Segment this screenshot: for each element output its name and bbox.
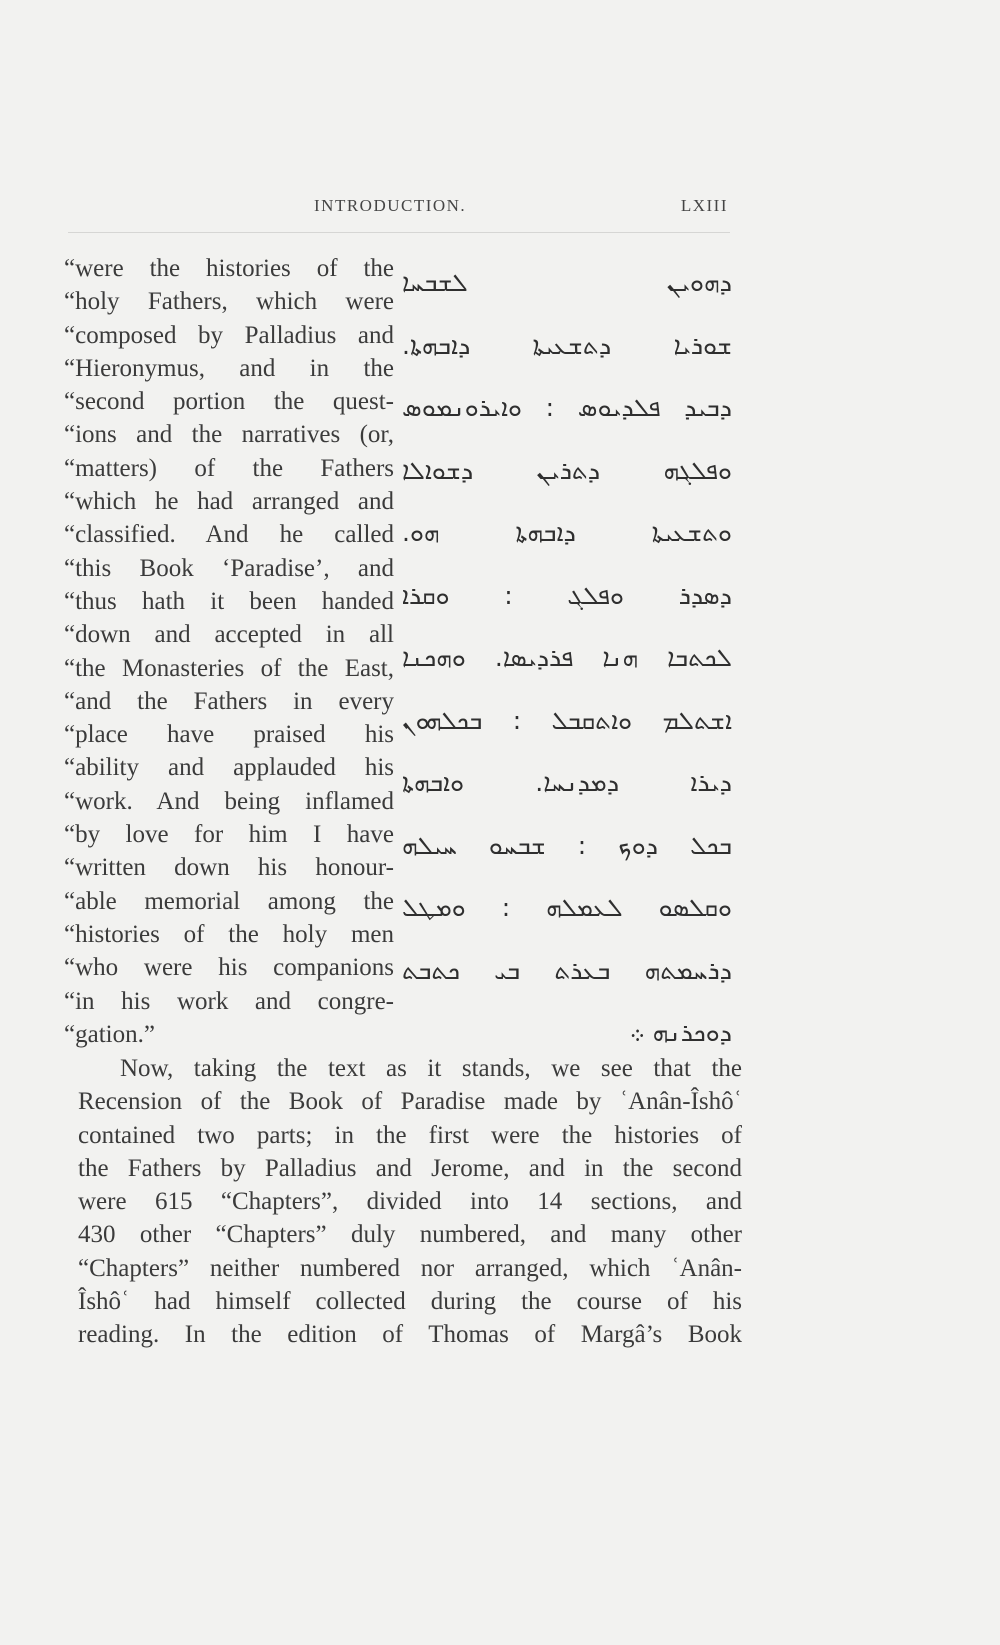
english-translation-column [64,252,394,1051]
syriac-line: ܘܬܫܥܝܬܐ ܕܐܒܗܬܐ ܗܘ. [402,518,732,547]
translation-line: “place have praised his [64,721,394,749]
translation-line: “second portion the quest- [64,388,394,416]
paragraph-line: 430 other “Chapters” duly numbered, and many other [78,1221,742,1249]
translation-line: “who were his companions [64,954,394,982]
translation-line: “holy Fathers, which were [64,288,394,316]
syriac-line: ܕܣܕܪ ܘܦܠܓ : ܘܩܪܐ [402,580,732,610]
translation-line: “able memorial among the [64,887,394,915]
translation-line: “in his work and congre- [64,987,394,1015]
translation-line: “this Book ‘Paradise’, and [64,554,394,582]
paragraph-line: the Fathers by Palladius and Jerome, and in the second [78,1154,742,1182]
body-paragraph [78,1052,742,1352]
translation-line: “thus hath it been handed [64,587,394,615]
header-rule [68,232,730,233]
translation-line: “matters) of the Fathers [64,454,394,482]
translation-line: “composed by Palladius and [64,321,394,349]
syriac-line: ܒܟܠ ܕܘܟ : ܫܒܚܘ ܚܝܠܗ [402,830,732,860]
translation-line: “histories of the holy men [64,920,394,948]
syriac-line: ܕܝܪܐ ܕܡܕܢܚܐ. ܘܐܒܗܬܐ [402,768,732,797]
paragraph-line: Îshôʿ had himself collected during the course of his [78,1288,742,1316]
translation-line: “ions and the narratives (or, [64,421,394,449]
translation-line: “Hieronymus, and in the [64,354,394,382]
translation-line: “classified. And he called [64,521,394,549]
paragraph-line: were 615 “Chapters”, divided into 14 sections, and [78,1188,742,1216]
syriac-line: ܫܘܪܝܐ ܕܬܫܥܝܬܐ ܕܐܒܗܬܐ. [402,330,732,360]
syriac-line: ܐܫܬܠܡ ܘܐܬܩܒܠ : ܒܟܠܗܘܢ [402,705,732,735]
paragraph-line: reading. In the edition of Thomas of Margâ’s Book [78,1321,742,1349]
syriac-line: ܕܘܟܪܢܗ ܀ [629,1018,732,1047]
syriac-text-column [402,252,732,1065]
translation-line: “were the histories of the [64,255,394,282]
page-number: LXIII [680,196,728,215]
translation-line: “written down his honour- [64,854,394,882]
paragraph-line: contained two parts; in the first were the histories of [78,1121,742,1149]
translation-line: “down and accepted in all [64,621,394,649]
running-head [72,196,728,224]
syriac-line: ܕܪܚܡܬܗ ܒܥܪܬ ܒܝ ܟܬܒܬ [402,955,732,985]
translation-line: “by love for him I have [64,821,394,849]
paragraph-line: Recension of the Book of Paradise made by ʿAnân-Îshôʿ [78,1088,742,1116]
translation-line: “gation.” [64,1020,155,1048]
translation-line: “and the Fathers in every [64,687,394,715]
paragraph-line: Now, taking the text as it stands, we see that the [120,1055,742,1082]
syriac-line: ܘܦܠܓܗ ܕܬܪܝܢ ܕܫܘܐܠܐ [402,455,732,485]
translation-line: “which he had arranged and [64,488,394,516]
translation-line: “work. And being inflamed [64,787,394,815]
translation-line: “ability and applauded his [64,754,394,782]
translation-line: “the Monasteries of the East, [64,654,394,682]
paragraph-line: “Chapters” neither numbered nor arranged, which ʿAnân- [78,1254,742,1282]
syriac-line: ܕܗܘܝܢ ܠܫܒܚܐ [402,268,732,297]
syriac-line: ܘܩܠܣܘ ܠܥܡܠܗ : ܘܡܛܠ [402,893,732,922]
syriac-line: ܠܟܬܒܐ ܗܢܐ ܦܪܕܝܣܐ. ܘܗܟܢܐ [402,643,732,672]
syriac-line: ܕܒܝܕ ܦܠܕܝܘܣ : ܘܐܝܪܘܢܡܘܣ [402,393,732,422]
running-head-title: INTRODUCTION. [314,196,467,215]
